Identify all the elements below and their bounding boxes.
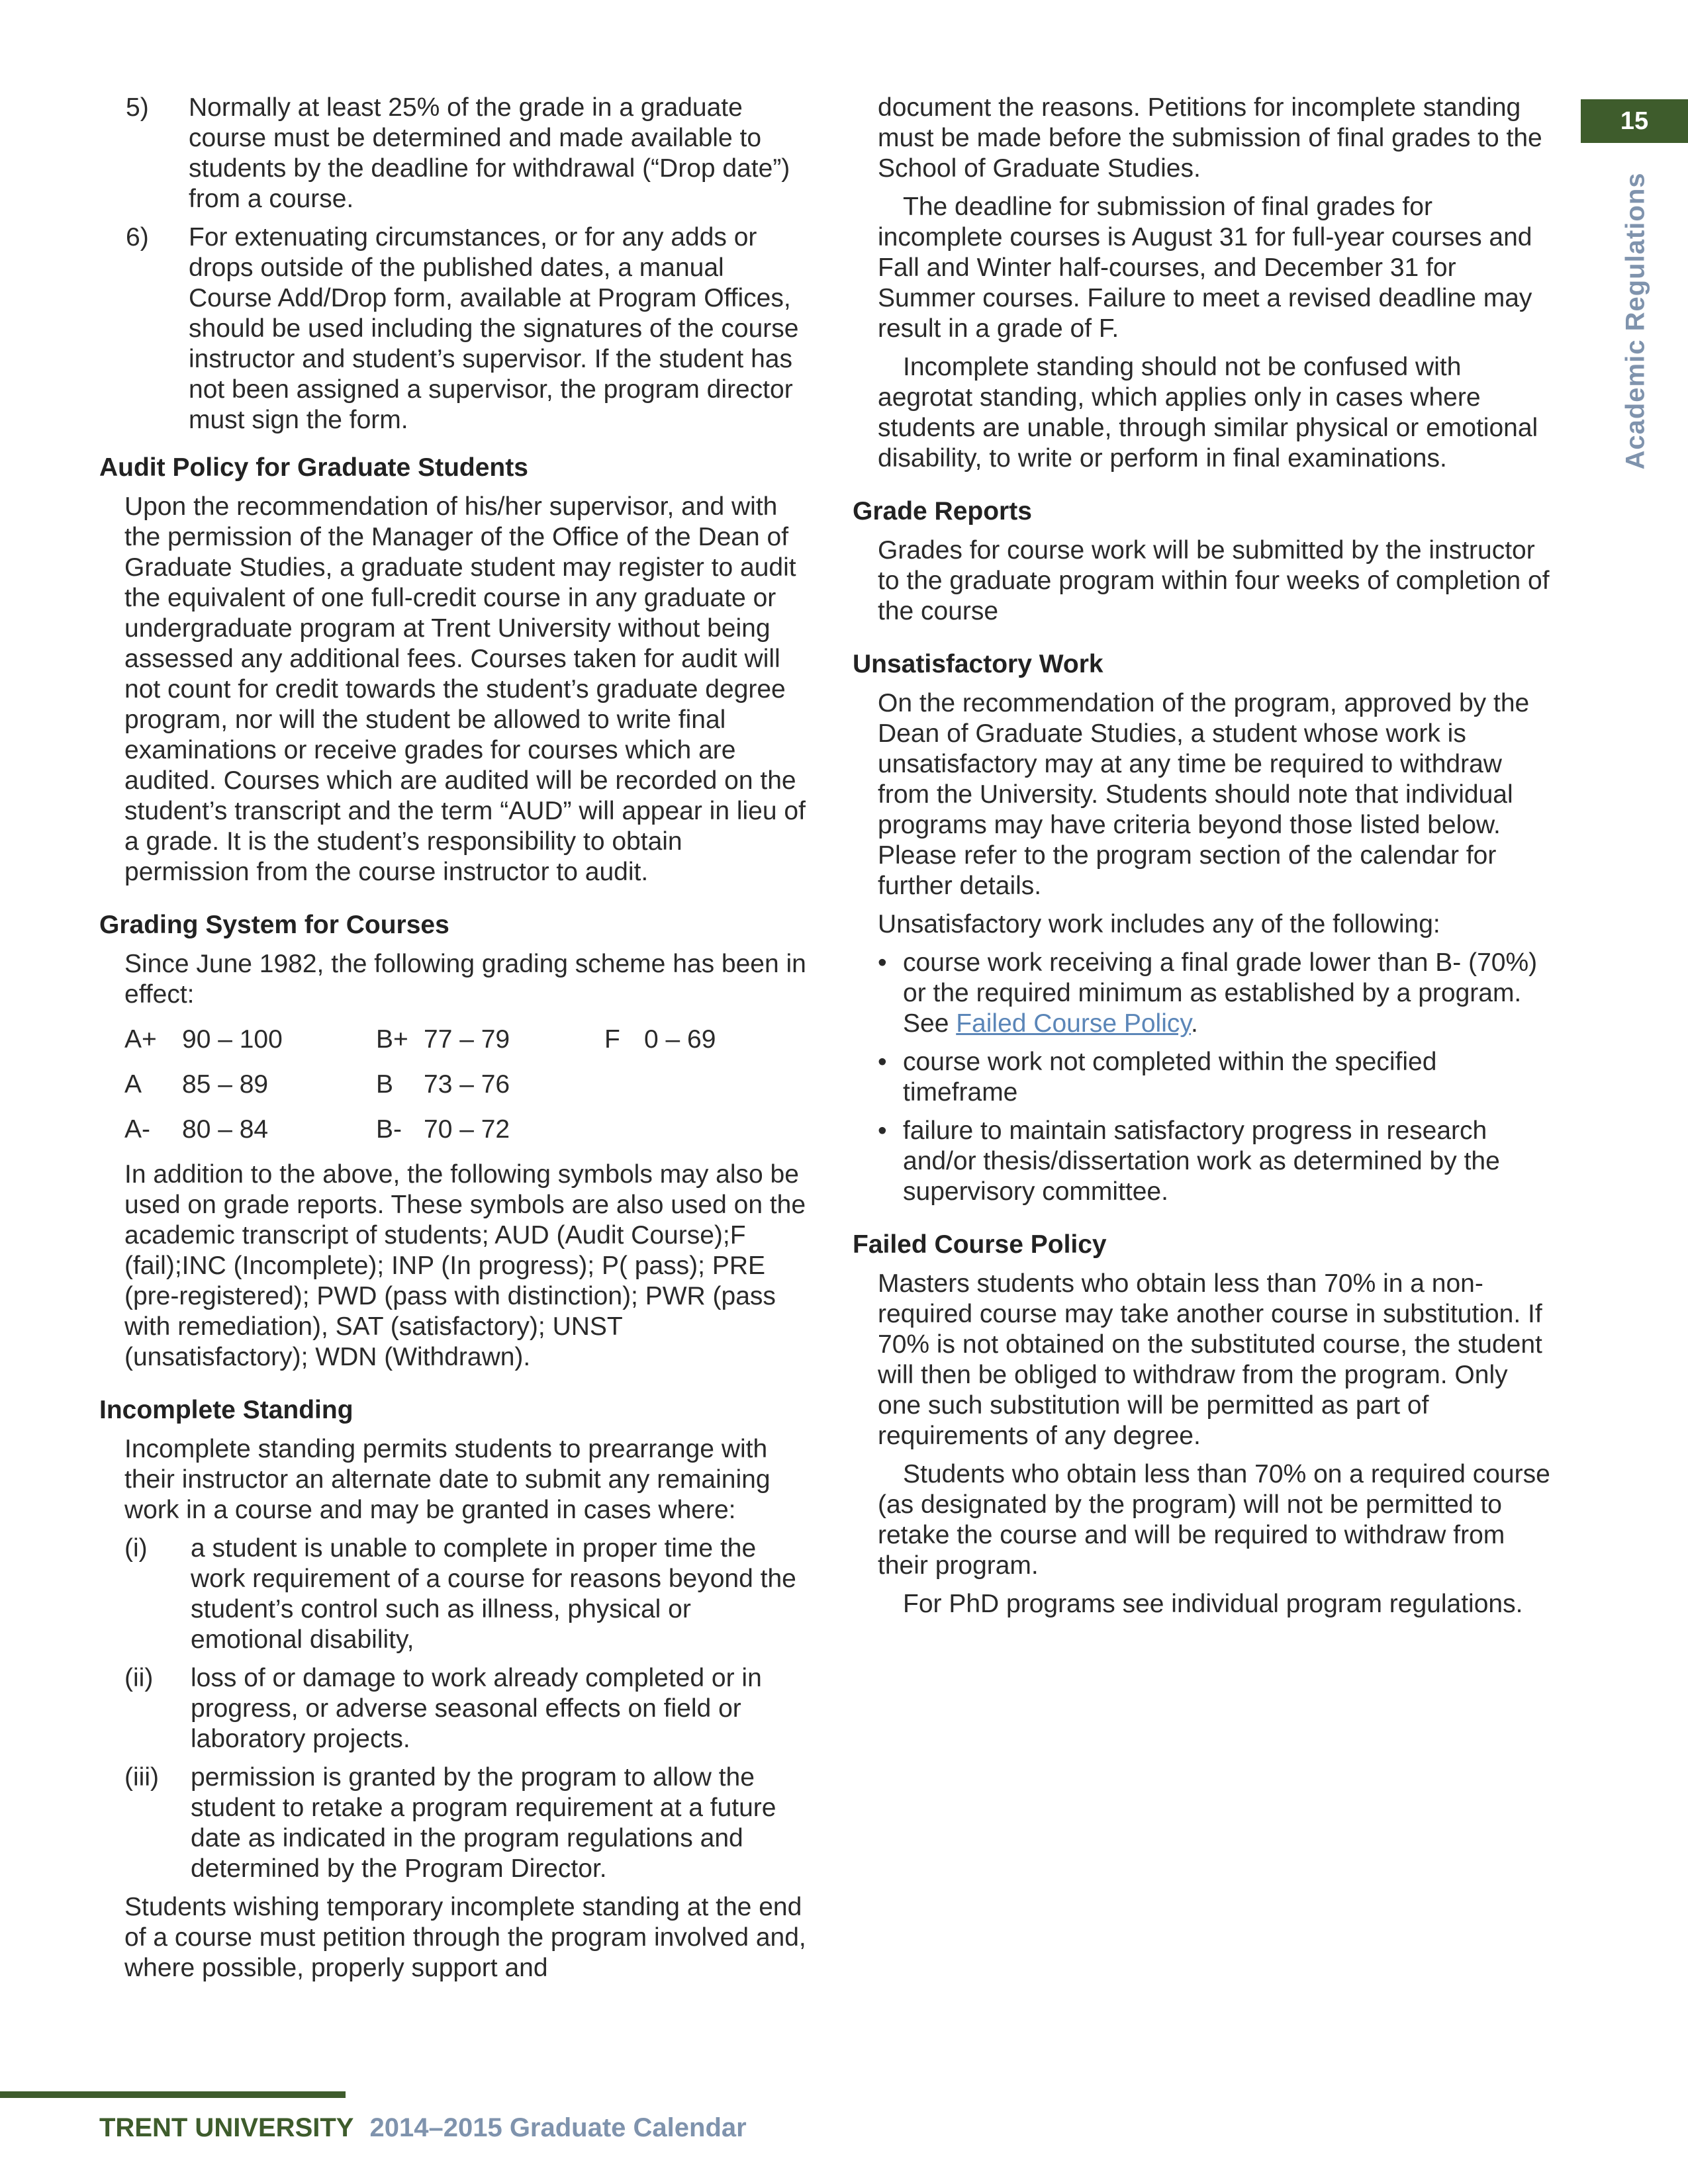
grade-table bbox=[99, 1024, 808, 1145]
section-heading: Failed Course Policy bbox=[853, 1230, 1107, 1259]
item-number: (i) bbox=[124, 1534, 148, 1563]
grade-entry bbox=[124, 1115, 376, 1145]
grade-range: 70 – 72 bbox=[424, 1115, 510, 1144]
incomplete-standing-section bbox=[99, 1395, 808, 1983]
footer-calendar: 2014–2015 Graduate Calendar bbox=[369, 2113, 747, 2142]
grade-range: 0 – 69 bbox=[644, 1025, 716, 1054]
list-item bbox=[124, 1762, 808, 1884]
section-heading: Audit Policy for Graduate Students bbox=[99, 453, 528, 482]
item-text: a student is unable to complete in proper time the work requirement of a course for reasons beyond the student’s control such as illness, physical or emotional disability, bbox=[191, 1534, 796, 1654]
paragraph: Students who obtain less than 70% on a required course (as designated by the program) will not be permitted to retake the course and will be required to withdraw from their program. bbox=[878, 1460, 1550, 1580]
footer-rule bbox=[0, 2091, 346, 2098]
paragraph: Since June 1982, the following grading scheme has been in effect: bbox=[124, 950, 806, 1009]
bullet-text: course work receiving a final grade lower than B- (70%) or the required minimum as established by a program. See bbox=[903, 948, 1538, 1038]
grade-letter: F bbox=[604, 1025, 620, 1054]
failed-course-policy-link[interactable]: Failed Course Policy bbox=[956, 1009, 1191, 1038]
paragraph: Grades for course work will be submitted by the instructor to the graduate program within four weeks of completion of the course bbox=[878, 536, 1550, 625]
grade-letter: B+ bbox=[376, 1025, 408, 1054]
paragraph: document the reasons. Petitions for incomplete standing must be made before the submission of final grades to the School of Graduate Studies. bbox=[878, 93, 1542, 183]
bullet-list bbox=[853, 948, 1554, 1207]
item-number: 5) bbox=[126, 93, 149, 122]
failed-course-policy-section bbox=[853, 1230, 1554, 1619]
section-heading: Incomplete Standing bbox=[99, 1396, 353, 1424]
grade-range: 85 – 89 bbox=[182, 1070, 269, 1099]
list-item bbox=[878, 948, 1554, 1039]
grading-section bbox=[99, 910, 808, 1373]
item-text: permission is granted by the program to allow the student to retake a program requirement at a future date as indicated in the program regulations and determined by the Program Director. bbox=[191, 1763, 776, 1883]
grade-letter: A bbox=[124, 1070, 142, 1099]
paragraph: Unsatisfactory work includes any of the following: bbox=[878, 910, 1440, 938]
grade-entry bbox=[376, 1024, 604, 1055]
list-item bbox=[878, 1047, 1554, 1108]
item-text: failure to maintain satisfactory progress in research and/or thesis/dissertation work as determined by the supervisory committee. bbox=[903, 1116, 1500, 1206]
paragraph: In addition to the above, the following symbols may also be used on grade reports. These symbols are also used on the academic transcript of students; AUD (Audit Course);F (fail);INC (Incomplete); INP (In progress); P( pass); PRE (pre-registered); PWD (pass with distinction); PWR (pass with remediation), SAT (satisfactory); UNST (unsatisfactory); WDN (Withdrawn). bbox=[124, 1160, 806, 1371]
item-text: course work not completed within the specified timeframe bbox=[903, 1048, 1437, 1107]
unsatisfactory-work-section bbox=[853, 649, 1554, 1207]
item-number: 6) bbox=[126, 223, 149, 251]
grade-entry bbox=[124, 1024, 376, 1055]
grade-entry bbox=[124, 1069, 376, 1100]
grade-entry bbox=[376, 1115, 604, 1145]
grade-entry bbox=[604, 1024, 803, 1055]
bullet-icon: • bbox=[878, 1048, 887, 1076]
section-heading: Unsatisfactory Work bbox=[853, 650, 1103, 678]
grade-reports-section bbox=[853, 496, 1554, 627]
page-number: 15 bbox=[1620, 107, 1649, 135]
item-number: (ii) bbox=[124, 1664, 154, 1692]
section-heading: Grade Reports bbox=[853, 497, 1032, 525]
incomplete-standing-continued bbox=[853, 93, 1554, 474]
item-text: loss of or damage to work already completed or in progress, or adverse seasonal effects on field or laboratory projects. bbox=[191, 1664, 762, 1753]
paragraph: Incomplete standing permits students to prearrange with their instructor an alternate date to submit any remaining work in a course and may be granted in cases where: bbox=[124, 1435, 771, 1524]
list-item bbox=[124, 1663, 808, 1754]
numbered-list bbox=[99, 93, 808, 435]
paragraph: Masters students who obtain less than 70% in a non-required course may take another course in substitution. If 70% is not obtained on the substituted course, the student will then be obliged to withdraw from the program. Only one such substitution will be permitted as part of requirements of any degree. bbox=[878, 1269, 1542, 1450]
grade-letter: A- bbox=[124, 1115, 150, 1144]
audit-policy-section bbox=[99, 453, 808, 887]
footer bbox=[99, 2113, 747, 2143]
paragraph: For PhD programs see individual program regulations. bbox=[903, 1590, 1523, 1618]
roman-list bbox=[99, 1533, 808, 1884]
section-tab-text: Academic Regulations bbox=[1620, 172, 1650, 470]
paragraph: Students wishing temporary incomplete standing at the end of a course must petition through the program involved and, where possible, properly support and bbox=[124, 1893, 806, 1982]
list-item bbox=[878, 1116, 1554, 1207]
item-number: (iii) bbox=[124, 1763, 159, 1792]
grade-letter: B bbox=[376, 1070, 394, 1099]
bullet-end: . bbox=[1191, 1009, 1198, 1038]
item-text: For extenuating circumstances, or for any adds or drops outside of the published dates, a manual Course Add/Drop form, available at Program Offices, should be used including the signatures of the course instructor and student’s supervisor. If the student has not been assigned a supervisor, the program director must sign the form. bbox=[189, 223, 799, 434]
page-number-tab bbox=[1581, 99, 1688, 143]
footer-university: TRENT UNIVERSITY bbox=[99, 2113, 354, 2142]
paragraph: Upon the recommendation of his/her supervisor, and with the permission of the Manager of the Office of the Dean of Graduate Studies, a graduate student may register to audit the equivalent of one full-credit course in any graduate or undergraduate program at Trent University without being assessed any additional fees. Courses taken for audit will not count for credit towards the student’s graduate degree program, nor will the student be allowed to write final examinations or receive grades for courses which are audited. Courses which are audited will be recorded on the student’s transcript and the term “AUD” will appear in lieu of a grade. It is the student’s responsibility to obtain permission from the course instructor to audit. bbox=[124, 492, 806, 886]
grade-range: 80 – 84 bbox=[182, 1115, 269, 1144]
grade-range: 77 – 79 bbox=[424, 1025, 510, 1054]
item-text bbox=[903, 948, 1554, 1039]
section-side-label bbox=[1595, 172, 1675, 470]
list-item bbox=[99, 222, 808, 435]
item-text: Normally at least 25% of the grade in a graduate course must be determined and made available to students by the deadline for withdrawal (“Drop date”) from a course. bbox=[189, 93, 790, 213]
list-item bbox=[124, 1533, 808, 1655]
grade-letter: A+ bbox=[124, 1025, 157, 1054]
right-column bbox=[853, 93, 1554, 1642]
paragraph: On the recommendation of the program, approved by the Dean of Graduate Studies, a student whose work is unsatisfactory may at any time be required to withdraw from the University. Students should note that individual programs may have criteria beyond those listed below. Please refer to the program section of the calendar for further details. bbox=[878, 689, 1530, 900]
grade-range: 73 – 76 bbox=[424, 1070, 510, 1099]
grade-range: 90 – 100 bbox=[182, 1025, 283, 1054]
paragraph: Incomplete standing should not be confused with aegrotat standing, which applies only in cases where students are unable, through similar physical or emotional disability, to write or perform in final examinations. bbox=[878, 353, 1538, 473]
left-column bbox=[99, 93, 808, 2006]
bullet-icon: • bbox=[878, 1116, 887, 1145]
list-item bbox=[99, 93, 808, 214]
grade-letter: B- bbox=[376, 1115, 402, 1144]
bullet-icon: • bbox=[878, 948, 887, 977]
section-heading: Grading System for Courses bbox=[99, 911, 449, 939]
paragraph: The deadline for submission of final grades for incomplete courses is August 31 for full-year courses and Fall and Winter half-courses, and December 31 for Summer courses. Failure to meet a revised deadline may result in a grade of F. bbox=[878, 193, 1532, 343]
grade-entry bbox=[376, 1069, 604, 1100]
